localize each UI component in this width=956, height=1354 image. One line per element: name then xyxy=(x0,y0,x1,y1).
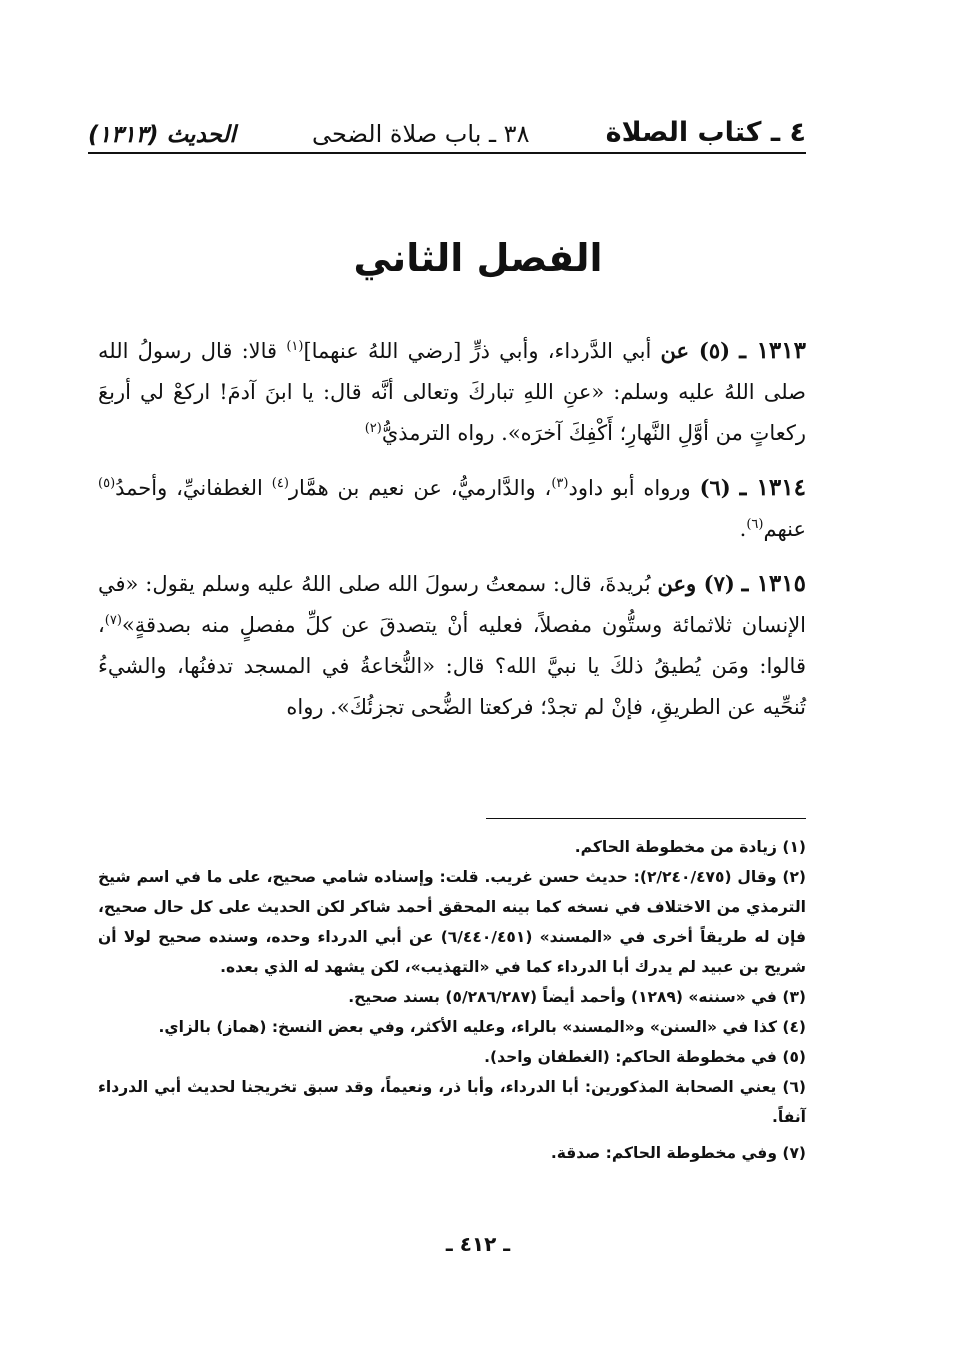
page-number: ـ ٤١٢ ـ xyxy=(445,1232,511,1256)
hadith-1314 xyxy=(98,467,806,550)
hadith-1313 xyxy=(98,330,806,454)
header-divider xyxy=(88,152,806,154)
hadith-lead: (٦) xyxy=(699,475,731,500)
hadith-text: ، والدَّارميُّ، عن نعيم بن همَّار xyxy=(288,476,552,500)
footnote-5: (٥) في مخطوطة الحاكم: (الغطفان واحد). xyxy=(484,1048,806,1066)
footnotes xyxy=(98,832,806,1168)
footnote-marker: (٧) xyxy=(104,613,122,628)
footnote-3: (٣) في «سننه» (١٢٨٩) وأحمد أيضاً (٥/٢٨٦/٢٨٧) بسند صحيح. xyxy=(348,988,806,1006)
footnote-marker: (٤) xyxy=(271,476,289,491)
footnote-marker: (٥) xyxy=(98,476,116,491)
hadith-lead: (٧) وعن xyxy=(657,571,735,596)
footnote-6: (٦) يعني الصحابة المذكورين: أبا الدرداء، وأبا ذر، ونعيماً، وقد سبق تخريجنا لحديث أبي الدرداء آنفاً. xyxy=(98,1078,806,1126)
chapter-title: ٣٨ ـ باب صلاة الضحى xyxy=(311,120,530,148)
section-title: الفصل الثاني xyxy=(353,236,603,280)
hadith-lead: (٥) عن xyxy=(660,338,731,363)
hadith-number: ١٣١٤ ـ xyxy=(739,474,806,501)
hadith-number: ١٣١٣ ـ xyxy=(739,337,806,364)
hadith-number: ١٣١٥ ـ xyxy=(741,570,806,597)
hadith-text: عنهم xyxy=(763,517,806,541)
footnote-marker: (١) xyxy=(286,339,304,354)
footnote-1: (١) زيادة من مخطوطة الحاكم. xyxy=(574,838,806,856)
footnote-marker: (٣) xyxy=(551,476,569,491)
hadith-reference: الحديث (١٣١٣) xyxy=(88,122,236,148)
main-text xyxy=(98,330,806,741)
hadith-text: ورواه أبو داود xyxy=(568,476,691,500)
footnote-4: (٤) كذا في «السنن» و«المسند» بالراء، وعليه الأكثر، وفي بعض النسخ: (هماز) بالزاي. xyxy=(158,1018,806,1036)
footnote-marker: (٢) xyxy=(364,421,382,436)
footnote-marker: (٦) xyxy=(746,517,764,532)
footnote-2: (٢) وقال (٢/٢٤٠/٤٧٥): حديث حسن غريب. قلت: وإسناده شامي صحيح، على ما في اسم شيخ الترمذي من الاختلاف في نسخه كما بينه المحقق أحمد شاكر لكن الحديث على كل حال صحيح، فإن له طريقاً أخرى في «المسند» (٦/٤٤٠/٤٥١) عن أبي الدرداء وحده، وسنده صحيح لولا أن شريح بن عبيد لم يدرك أبا الدرداء كما في «التهذيب»، لكن يشهد له الذي بعده. xyxy=(98,868,806,976)
hadith-text: ، قالوا: ومَن يُطيقُ ذلكَ يا نبيَّ الله؟ قال: «النُّخاعةُ في المسجد تدفنُها، والشيءُ تُنحِّيه عن الطريقِ، فإنْ لم تجدْ؛ فركعتا الضُّحى تجزئُكَ». رواه xyxy=(98,613,806,719)
hadith-text: الغطفانيِّ، وأحمدُ xyxy=(115,476,263,500)
footnote-divider xyxy=(486,818,806,819)
hadith-text: قالا: قال رسولُ الله صلى اللهُ عليه وسلم: «عنِ اللهِ تباركَ وتعالى أنَّه قال: يا ابنَ آدمَ! اركعْ لي أربعَ ركعاتٍ من أوَّلِ النَّهارِ؛ أَكْفِكَ آخرَه». رواه الترمذيُّ xyxy=(98,339,806,445)
book-title: ٤ ـ كتاب الصلاة xyxy=(605,117,806,148)
running-header xyxy=(88,96,806,148)
hadith-1315 xyxy=(98,563,806,728)
hadith-text: أبي الدَّرداء، وأبي ذرٍّ [رضي اللهُ عنهما] xyxy=(303,339,652,363)
footnote-7: (٧) وفي مخطوطة الحاكم: صدقة. xyxy=(550,1144,806,1162)
hadith-text: . xyxy=(739,517,747,541)
hadith-text: بُريدةَ، قال: سمعتُ رسولَ الله صلى اللهُ عليه وسلم يقول: «في الإنسان ثلاثمائة وستُّون مفصلاً، فعليه أنْ يتصدقَ عن كلِّ مفصلٍ منه بصدقةٍ» xyxy=(98,572,806,637)
